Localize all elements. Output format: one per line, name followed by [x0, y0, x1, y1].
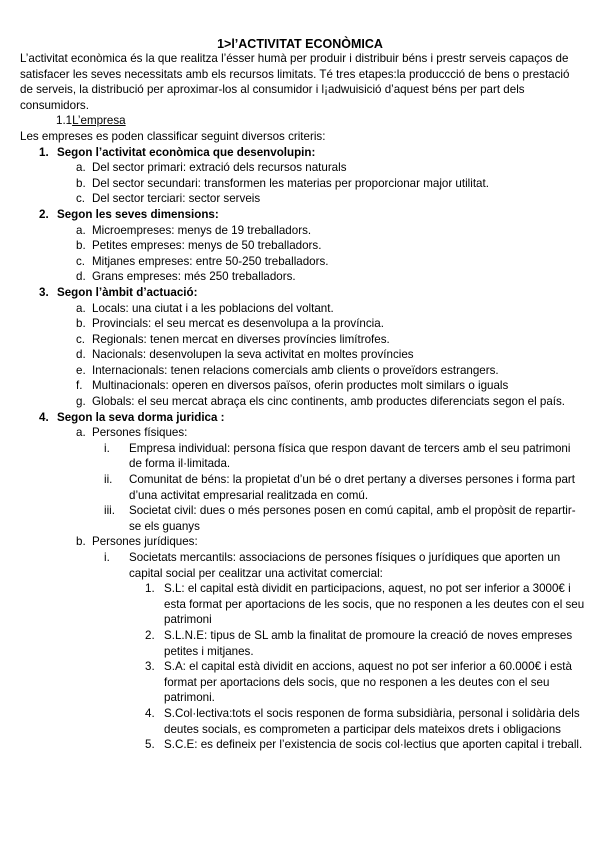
list-item-text: Mitjanes empreses: entre 50-250 treballadors.	[92, 254, 329, 268]
list-item-text: Regionals: tenen mercat en diverses províncies limítrofes.	[92, 332, 390, 346]
list-item-text: Provincials: el seu mercat es desenvolupa a la província.	[92, 317, 384, 331]
list-item-text: Societat civil: dues o més persones posen en comú capital, amb el propòsit de repartir-se els guanys	[129, 504, 576, 533]
sublist	[57, 425, 585, 752]
criteria-item	[20, 207, 585, 285]
criteria-heading: Segon l’àmbit d’actuació:	[57, 285, 198, 299]
list-marker: c.	[76, 254, 86, 268]
list-item-text: Locals: una ciutat i a les poblacions del voltant.	[92, 301, 334, 315]
list-marker: ii.	[104, 473, 113, 487]
list-item	[57, 160, 585, 176]
list-item-text: Nacionals: desenvolupen la seva activitat en moltes províncies	[92, 348, 414, 362]
list-item	[92, 503, 585, 534]
list-item-text: Del sector primari: extració dels recursos naturals	[92, 161, 347, 175]
list-marker: d.	[76, 348, 86, 362]
list-marker: a.	[76, 161, 86, 175]
roman-sublist	[92, 441, 585, 535]
intro-paragraph: L’activitat econòmica és la que realitza l’ésser humà per produir i distribuir béns i prestr serveis capaços de satisfacer les seves necessitats amb els recursos limitats. Té tres etapes:la produccció de bens o prestació de serveis, la distribució per aproximar-los al consumidor i l¡adwuisició d’aquest béns per part dels consumidors.	[20, 52, 570, 112]
list-item-text: Multinacionals: operen en diversos països, oferin productes molt similars o iguals	[92, 379, 509, 393]
list-item	[129, 737, 585, 753]
list-marker: 2.	[39, 207, 49, 221]
list-marker: a.	[76, 223, 86, 237]
roman-sublist	[92, 550, 585, 753]
list-item	[57, 394, 585, 410]
list-marker: f.	[76, 379, 83, 393]
list-item-text: Persones físiques:	[92, 426, 188, 440]
list-item-text: S.Col·lectiva:tots el socis responen de forma subsidiària, personal i solidària dels deutes socials, es comprometen a participar dels mateixos drets i obligacions	[164, 706, 580, 736]
list-marker: 4.	[39, 410, 49, 424]
list-item	[57, 316, 585, 332]
list-marker: c.	[76, 192, 86, 206]
list-marker: 5.	[145, 738, 155, 752]
list-item	[57, 378, 585, 394]
list-item	[129, 581, 585, 628]
subsection-number: 1.1	[56, 114, 73, 128]
list-marker: i.	[104, 551, 110, 564]
list-item	[57, 363, 585, 379]
list-marker: a.	[76, 426, 86, 440]
list-marker: i.	[104, 441, 110, 455]
list-marker: 1.	[39, 145, 49, 159]
list-item-text: Empresa individual: persona física que respon davant de tercers amb el seu patrimoni de forma il·limitada.	[129, 441, 571, 471]
list-item-text: S.L.N.E: tipus de SL amb la finalitat de promoure la creació de noves empreses petites i mitjanes.	[164, 628, 573, 658]
list-item-text: S.L: el capital està dividit en participacions, aquest, no pot ser inferior a 3000€ i esta format per aportacions de les socis, que no responen a les deutes con el seu patrimoni	[164, 582, 585, 627]
list-marker: d.	[76, 270, 86, 284]
list-marker: b.	[76, 317, 86, 331]
criteria-heading: Segon la seva dorma juridica :	[57, 410, 225, 424]
list-marker: b.	[76, 535, 86, 549]
numbered-sublist	[129, 581, 585, 753]
list-item	[57, 176, 585, 192]
list-item	[57, 332, 585, 348]
list-marker: 3.	[145, 660, 155, 674]
criteria-item	[20, 285, 585, 410]
criteria-heading: Segon l’activitat econòmica que desenvolupin:	[57, 145, 316, 159]
list-item-text: Petites empreses: menys de 50 treballadors.	[92, 239, 322, 253]
criteria-item	[20, 145, 585, 207]
sublist	[57, 223, 585, 285]
list-item	[57, 301, 585, 317]
list-marker: 3.	[39, 285, 49, 299]
list-item	[57, 191, 585, 207]
list-marker: e.	[76, 363, 86, 377]
list-marker: 4.	[145, 706, 155, 720]
sublist	[57, 301, 585, 410]
list-item	[57, 254, 585, 270]
document-body	[20, 51, 585, 753]
list-marker: g.	[76, 395, 86, 409]
list-item	[92, 472, 585, 503]
list-item-text: Comunitat de béns: la propietat d’un bé o dret pertany a diverses persones i forma part d’una activitat empresarial realitzada en comú.	[129, 473, 575, 502]
list-item	[129, 659, 585, 706]
sublist	[57, 160, 585, 207]
list-item-text: S.A: el capital està dividit en accions, aquest no pot ser inferior a 60.000€ i està format per aportacions dels socis, que no responen a les deutes con el seu patrimoni.	[164, 660, 572, 705]
subsection-title: L’empresa	[72, 114, 126, 128]
list-item	[57, 269, 585, 285]
list-item	[57, 238, 585, 254]
list-item-text: Microempreses: menys de 19 treballadors.	[92, 223, 312, 237]
list-marker: 1.	[145, 582, 155, 596]
criteria-heading: Segon les seves dimensions:	[57, 207, 219, 221]
list-item-text: Del sector terciari: sector serveis	[92, 192, 261, 206]
subsection-heading	[20, 113, 585, 129]
criteria-list	[20, 145, 585, 753]
list-item	[92, 550, 585, 753]
list-marker: 2.	[145, 628, 155, 642]
document-title: 1>l’ACTIVITAT ECONÒMICA	[217, 37, 383, 51]
list-item	[57, 223, 585, 239]
lead-paragraph: Les empreses es poden classificar seguint diversos criteris:	[20, 129, 326, 143]
list-item-text: Grans empreses: més 250 treballadors.	[92, 270, 296, 284]
list-item	[57, 425, 585, 534]
list-marker: b.	[76, 239, 86, 253]
list-item-text: Globals: el seu mercat abraça els cinc continents, amb productes diferenciats segon el país.	[92, 395, 566, 409]
list-item	[129, 706, 585, 737]
list-item-text: Persones jurídiques:	[92, 535, 198, 549]
criteria-item	[20, 410, 585, 753]
list-marker: c.	[76, 332, 86, 346]
list-item-text: Del sector secundari: transformen les materias per proporcionar major utilitat.	[92, 176, 489, 190]
list-item	[57, 534, 585, 752]
list-item	[57, 347, 585, 363]
list-marker: b.	[76, 176, 86, 190]
list-item	[92, 441, 585, 472]
list-item-text: S.C.E: es defineix per l’existencia de socis col·lectius que aporten capital i treball.	[164, 738, 583, 752]
list-item-text: Societats mercantils: associacions de persones físiques o jurídiques que aporten un capital social per cealitzar una activitat comercial:	[129, 551, 561, 580]
list-item-text: Internacionals: tenen relacions comercials amb clients o proveïdors estrangers.	[92, 363, 499, 377]
list-marker: a.	[76, 301, 86, 315]
list-marker: iii.	[104, 504, 115, 518]
list-item	[129, 628, 585, 659]
